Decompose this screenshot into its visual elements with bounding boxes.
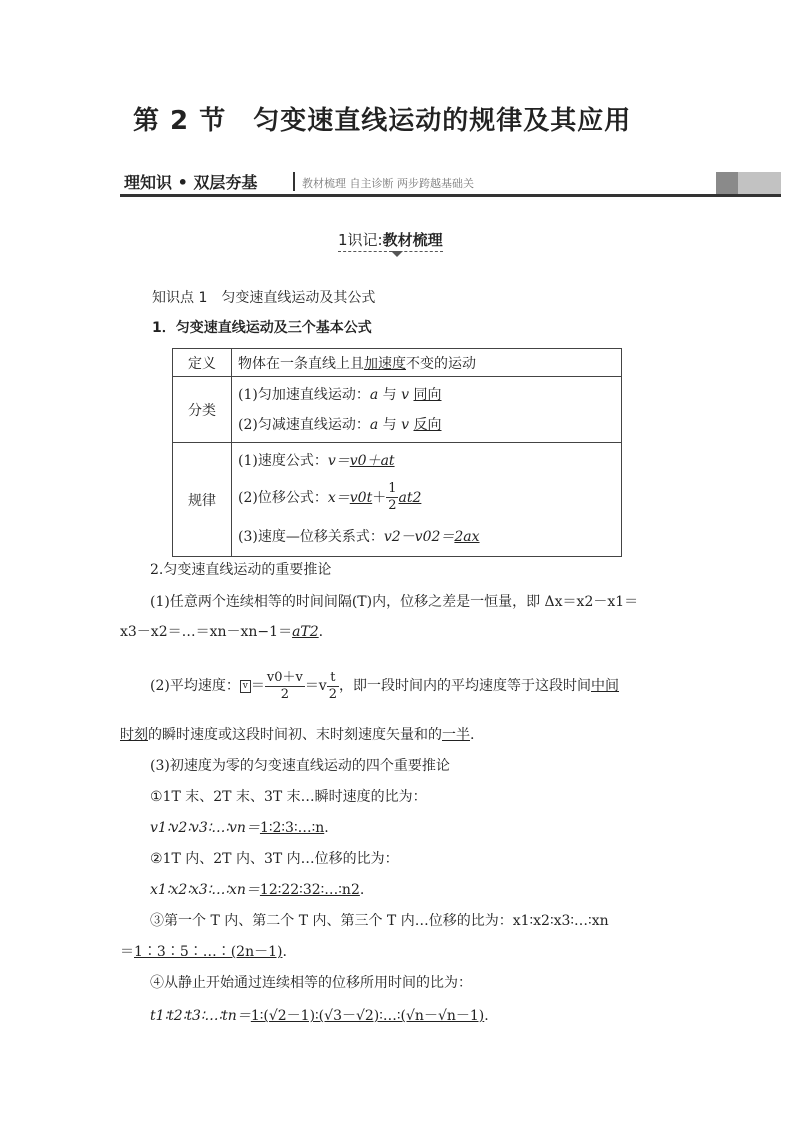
inference2-answer-1: 中间 (591, 678, 620, 694)
ratio4-text: ④从静止开始通过连续相等的位移所用时间的比为： (150, 975, 472, 991)
inference2-frac-num: v0＋v (266, 669, 303, 685)
inference1-line1: (1)任意两个连续相等的时间间隔(T)内，位移之差是一恒量，即 Δx＝x2－x1＝ (150, 594, 639, 610)
law1-lhs: v＝ (327, 452, 350, 469)
law1-label: (1)速度公式： (238, 452, 328, 469)
band-title: 理知识 • 双层夯基 (124, 173, 258, 192)
knowledge-point-title: 知识点 1 匀变速直线运动及其公式 (152, 290, 376, 306)
item1-heading: 1．匀变速直线运动及三个基本公式 (152, 320, 372, 336)
law2-label: (2)位移公式： (238, 489, 328, 506)
law-velocity-displacement (238, 522, 615, 552)
ratio2-eq (150, 880, 364, 900)
cls1-a: a (369, 386, 379, 403)
classification-cell (232, 377, 622, 443)
ratio2-end: . (359, 882, 365, 898)
cls1-with: 与 (378, 386, 402, 403)
law2-frac-num: 1 (388, 481, 397, 496)
ratio2-text: ②1T 内、2T 内、3T 内…位移的比为： (150, 851, 399, 867)
band-dark-block (716, 172, 738, 194)
inference2-fraction (265, 670, 305, 703)
band-divider (293, 172, 295, 191)
law-header: 规律 (173, 443, 232, 557)
ratio3-end: . (282, 944, 287, 960)
ratio3-eq (120, 942, 287, 962)
cls1-text: (1)匀加速直线运动： (238, 386, 370, 403)
inference1-line2 (120, 622, 323, 642)
band-light-block (738, 172, 781, 194)
cls2-answer: 反向 (413, 416, 442, 433)
ratio1-eq (150, 818, 329, 838)
section-band (120, 170, 781, 196)
item2-heading: 2.匀变速直线运动的重要推论 (150, 562, 332, 578)
inference2-sub-fraction (327, 670, 339, 703)
law2-plus: ＋ (372, 489, 387, 506)
inference1-expr: x3－x2＝…＝xn－xn−1＝ (120, 624, 293, 640)
law3-answer: 2ax (454, 528, 480, 545)
inference2-line1 (150, 660, 619, 712)
cls1-answer: 同向 (413, 386, 442, 403)
section-prefix: 1识记: (338, 231, 383, 249)
ratio1-answer: 1∶2∶3∶…∶n (259, 820, 325, 836)
caret-down-icon (391, 251, 403, 257)
cls2-with: 与 (378, 416, 402, 433)
cls1-v: v (401, 386, 410, 403)
inference2-sub-num: t (327, 670, 339, 687)
section-label-text: 教材梳理 (382, 231, 443, 249)
cls2-v: v (401, 416, 410, 433)
inference2-answer-2: 时刻 (120, 727, 148, 743)
law2-answer-1: v0t (349, 489, 373, 506)
classification-row-2 (238, 410, 615, 440)
page-title: 第 2 节 匀变速直线运动的规律及其应用 (133, 106, 632, 136)
law2-fraction (386, 481, 398, 514)
inference2-sub-den: 2 (328, 686, 338, 702)
ratio2-answer: 12∶22∶32∶…∶n2 (259, 882, 360, 898)
ratio3-lhs: ＝ (120, 944, 134, 960)
formula-table (172, 348, 622, 557)
inference1-end: . (318, 624, 324, 640)
classification-header: 分类 (173, 377, 232, 443)
band-rule (120, 194, 781, 197)
classification-row-1 (238, 380, 615, 410)
ratio1-end: . (324, 820, 329, 836)
inference2-end: . (470, 727, 475, 743)
ratio4-eq (150, 1006, 489, 1026)
definition-key: 加速度 (364, 355, 406, 372)
inference1-answer: aT2 (292, 624, 319, 640)
inference2-eq: ＝ (250, 678, 265, 694)
law-displacement (238, 474, 615, 522)
ratio3-text: ③第一个 T 内、第二个 T 内、第三个 T 内…位移的比为：x1∶x2∶x3∶…∶xn (150, 913, 609, 929)
law-cell (232, 443, 622, 557)
inference2-text: ，即一段时间内的平均速度等于这段时间 (339, 678, 592, 694)
law-velocity (238, 448, 615, 474)
cls2-text: (2)匀减速直线运动： (238, 416, 370, 433)
law1-answer: v0＋at (349, 452, 395, 469)
cls2-a: a (369, 416, 379, 433)
inference2-line2 (120, 725, 474, 745)
definition-text-end: 不变的运动 (406, 355, 476, 372)
law2-frac-den: 2 (388, 498, 397, 513)
ratio4-answer: 1∶(√2－1)∶(√3－√2)∶…∶(√n－√n－1) (250, 1008, 485, 1024)
ratio1-lhs: v1∶v2∶v3∶…∶vn＝ (150, 820, 260, 836)
average-velocity-symbol: v (240, 680, 251, 693)
inference2-answer-3: 一半 (442, 727, 470, 743)
law2-lhs: x＝ (327, 489, 350, 506)
inference2-eq2: ＝v (304, 678, 327, 694)
ratio4-end: . (484, 1008, 489, 1024)
inference2-text-2: 的瞬时速度或这段时间初、末时刻速度矢量和的 (148, 727, 442, 743)
law3-label: (3)速度—位移关系式： (238, 528, 384, 545)
inference3-heading: (3)初速度为零的匀变速直线运动的四个重要推论 (150, 758, 450, 774)
definition-header: 定义 (173, 349, 232, 377)
definition-cell (232, 349, 622, 377)
definition-text: 物体在一条直线上且 (238, 355, 364, 372)
ratio3-answer: 1∶3∶5∶…∶(2n－1) (134, 944, 283, 960)
law3-lhs: v2－v02＝ (383, 528, 455, 545)
band-subtitle: 教材梳理 自主诊断 两步跨越基础关 (302, 177, 474, 190)
law2-answer-2: at2 (398, 489, 422, 506)
ratio4-lhs: t1∶t2∶t3∶…∶tn＝ (150, 1008, 251, 1024)
section-label (338, 229, 443, 252)
inference2-label: (2)平均速度： (150, 678, 240, 694)
inference2-frac-den: 2 (280, 686, 289, 702)
ratio1-text: ①1T 末、2T 末、3T 末…瞬时速度的比为： (150, 789, 427, 805)
ratio2-lhs: x1∶x2∶x3∶…∶xn＝ (150, 882, 260, 898)
